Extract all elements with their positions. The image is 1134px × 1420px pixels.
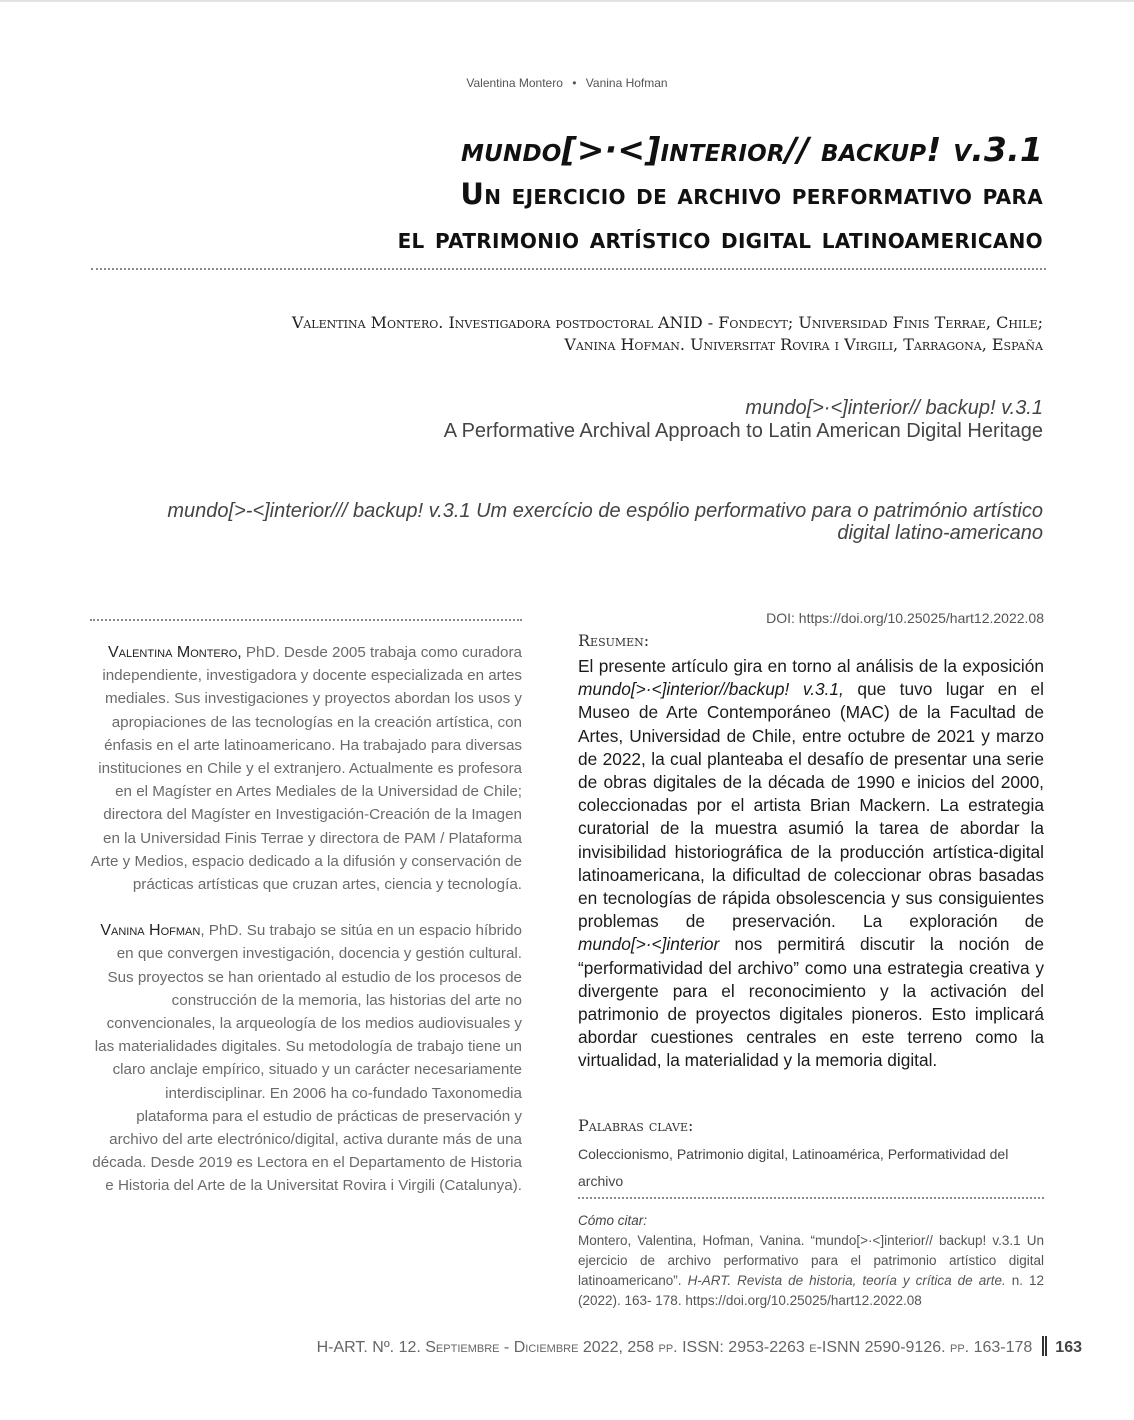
keywords-divider	[578, 1197, 1044, 1199]
running-head-author2: Vanina Hofman	[585, 76, 668, 90]
english-title	[143, 397, 1043, 443]
bio-divider	[90, 619, 522, 621]
abstract-part-3: nos permitirá discutir la noción de “performatividad del archivo” como una estrategia creativa y divergente para el reconocimiento y la activación del patrimonio de proyectos digitales pioneros. Esto implicará abordar cuestiones centrales en este terreno como la virtualidad, la materialidad y la memoria digital.	[578, 934, 1044, 1071]
english-title-line-2: A Performative Archival Approach to Latin American Digital Heritage	[443, 420, 1043, 442]
top-border	[0, 0, 1134, 2]
portuguese-title-line-2: digital latino-americano	[837, 522, 1043, 544]
running-head	[0, 76, 1134, 90]
footer-separator	[1042, 1336, 1047, 1356]
bio-hofman	[90, 919, 522, 1197]
bio-montero	[90, 641, 522, 896]
author-affiliations	[143, 312, 1043, 356]
keywords-label: Palabras clave:	[578, 1116, 694, 1135]
title-line-1: mundo[>·<]interior// backup! v.3.1	[461, 130, 1043, 169]
page-footer	[317, 1336, 1082, 1357]
bio-hofman-name: Vanina Hofman	[100, 922, 201, 940]
portuguese-title-line-1: mundo[>-<]interior/// backup! v.3.1 Um exercício de espólio performativo para o património artístico	[167, 500, 1043, 522]
running-head-separator: •	[572, 76, 577, 90]
title-divider	[91, 268, 1046, 270]
title-line-2: Un ejercicio de archivo performativo para	[460, 177, 1043, 211]
bio-montero-name: Valentina Montero,	[107, 644, 242, 661]
doi-link[interactable]: DOI: https://doi.org/10.25025/hart12.2022.08	[766, 610, 1044, 626]
keywords-text: Coleccionismo, Patrimonio digital, Latinoamérica, Performatividad del archivo	[578, 1146, 1009, 1189]
portuguese-title	[83, 500, 1043, 544]
abstract-part-2: que tuvo lugar en el Museo de Arte Contemporáneo (MAC) de la Facultad de Artes, Universidad de Chile, entre octubre de 2021 y marzo de 2022, la cual planteaba el desafío de presentar una serie de obras digitales de la década de 1990 e inicios del 2000, coleccionadas por el artista Brian Mackern. La estrategia curatorial de la muestra asumió la tarea de abordar la invisibilidad historiográfica de la producción artística-digital latinoamericana, la dificultad de coleccionar obras basadas en tecnologías de rápida obsolescencia y sus consiguientes problemas de preservación. La exploración de	[578, 679, 1044, 932]
citation-part-1: Montero, Valentina, Hofman, Vanina. “mundo[>·<]interior// backup! v.3.1 Un ejercicio de archivo performativo para el patrimonio artístico digital latinoamericano”.	[578, 1233, 1044, 1288]
english-title-line-1: mundo[>·<]interior// backup! v.3.1	[745, 397, 1043, 419]
citation-journal: H-ART. Revista de historia, teoría y crítica de arte.	[687, 1273, 1006, 1288]
citation-label: Cómo citar:	[578, 1213, 648, 1228]
citation-part-2: n. 12 (2022). 163- 178. https://doi.org/10.25025/hart12.2022.08	[578, 1273, 1045, 1308]
running-head-author1: Valentina Montero	[466, 76, 563, 90]
abstract-title-ref-1: mundo[>·<]interior//backup! v.3.1,	[578, 679, 844, 700]
bio-montero-text: PhD. Desde 2005 trabaja como curadora independiente, investigadora y docente especializada en artes mediales. Sus investigaciones y proyectos abordan los usos y apropiaciones de las tecnologías en la creación artística, con énfasis en el arte latinoamericano. Ha trabajado para diversas instituciones en Chile y el extranjero. Actualmente es profesora en el Magíster en Artes Mediales de la Universidad de Chile; directora del Magíster en Investigación-Creación de la Imagen en la Universidad Finis Terrae y directora de PAM / Plataforma Arte y Medios, espacio dedicado a la difusión y conservación de prácticas artísticas que cruzan artes, ciencia y tecnología.	[90, 644, 522, 894]
affiliation-line-2: Vanina Hofman. Universitat Rovira i Virgili, Tarragona, España	[564, 335, 1043, 354]
author-bios	[90, 641, 522, 1221]
footer-journal-info: H-ART. Nº. 12. Septiembre - Diciembre 2022, 258 pp. ISSN: 2953-2263 e-ISNN 2590-9126. pp. 163-178	[316, 1339, 1033, 1356]
page-number: 163	[1055, 1339, 1082, 1356]
article-title	[83, 128, 1043, 260]
bio-hofman-text: , PhD. Su trabajo se sitúa en un espacio híbrido en que convergen investigación, docencia y gestión cultural. Sus proyectos se han orientado al estudio de los procesos de construcción de la memoria, las historias del arte no convencionales, la arqueología de los medios audiovisuales y las materialidades digitales. Su metodología de trabajo tiene un claro anclaje empírico, situado y un carácter necesariamente interdisciplinar. En 2006 ha co-fundado Taxonomedia plataforma para el estudio de prácticas de preservación y archivo del arte electrónico/digital, activa durante más de una década. Desde 2019 es Lectora en el Departamento de Historia e Historia del Arte de la Universitat Rovira i Virgili (Catalunya).	[92, 922, 522, 1195]
citation-text	[578, 1231, 1044, 1311]
title-line-3: el patrimonio artístico digital latinoamericano	[397, 221, 1043, 255]
abstract-text	[578, 655, 1044, 1073]
abstract-part-1: El presente artículo gira en torno al análisis de la exposición	[578, 656, 1044, 676]
abstract-title-ref-2: mundo[>·<]interior	[578, 934, 720, 955]
affiliation-line-1: Valentina Montero. Investigadora postdoctoral ANID - Fondecyt; Universidad Finis Terrae, Chile;	[291, 313, 1043, 332]
abstract-label: Resumen:	[578, 631, 650, 650]
